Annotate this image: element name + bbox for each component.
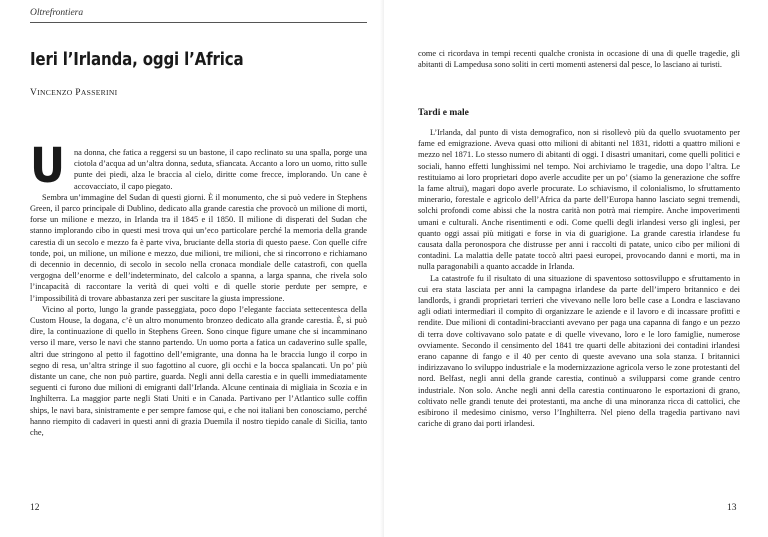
header-rule xyxy=(30,22,367,23)
paragraph: Sembra un’immagine del Sudan di questi giorni. È il monumento, che si può vedere in Stephens Green, il parco principale di Dublino, dedicato alla grande carestia che provocò un milione di morti, forse un milione e mezzo, in Irlanda tra il 1845 e il 1850. Il milione di disperati del Sudan che stanno implorando cibo in questi mesi trova qui un’eco particolare perché la memoria della grande carestia di un secolo e mezzo fa è parte viva, bruciante della storia di questo paese. Con quelle cifre tonde, poi, un milione, un milione e mezzo, due milioni, tre milioni, che si rincorrono e richiamano di decennio in decennio, di secolo in secolo nella cronaca mondiale delle catastrofi, con quella vergogna dell’enorme e dell’indeterminato, del calcolo a spanna, a larga spanna, che rivela solo l’incapacità di raccontare la verità di quei volti e di quelle storie perdute per sempre, e l’impossibilità di trovare abbastanza zeri per suscitare la giusta impressione. xyxy=(30,192,367,303)
author-byline xyxy=(30,88,117,98)
running-head: Oltrefrontiera xyxy=(30,8,84,18)
paragraph: Vicino al porto, lungo la grande passeggiata, poco dopo l’elegante facciata settecentesca della Custom House, la dogana, c’è un altro monumento bronzeo dedicato alla grande carestia. È, si può dire, la continuazione di quello in Stephens Green. Sono cinque figure umane che si incamminano verso il mare, verso le navi che stanno partendo. Un uomo porta a fatica un cadaverino sulle spalle, altri due stringono al petto il fagottino dell’emigrante, una donna ha le braccia lungo il corpo in segno di resa, un’altra stringe il suo fagottino al cuore, gli occhi e la bocca spalancati. Un po’ più distante un cane, che non può partire, guarda. Negli anni della carestia e in quelli immediatamente seguenti ci furono due milioni di emigranti dall’Irlanda. Alcune centinaia di migliaia in Scozia e in Inghilterra. La maggior parte negli Stati Uniti e in Canada. Partivano per l’Atlantico sulle coffin ships, le navi bara, sinistramente e per sempre famose qui, e che noi italiani ben conosciamo, perché hanno riempito di cadaveri in questi anni di grazia Duemila il nostro tiepido canale di Sicilia, tanto che, xyxy=(30,304,367,438)
drop-cap: U xyxy=(30,138,66,194)
author-first-rest: INCENZO xyxy=(37,88,73,97)
page-number-right: 13 xyxy=(727,503,737,513)
author-last-rest: ASSERINI xyxy=(80,88,118,97)
section-heading: Tardi e male xyxy=(418,108,469,118)
author-first-initial: V xyxy=(30,88,38,98)
author-last-initial: P xyxy=(75,88,81,98)
right-continuation-text xyxy=(418,48,740,70)
left-body-text xyxy=(30,138,367,438)
page-number-left: 12 xyxy=(30,503,40,513)
paragraph: La catastrofe fu il risultato di una situazione di spaventoso sottosviluppo e sfruttamento in cui era stata lasciata per anni la campagna irlandese da parte dell’impero britannico e dei landlords, i grandi proprietari terrieri che vivevano nelle loro belle case a Londra e lasciavano agli odiati intermediari il compito di organizzare le aziende e il lavoro e di incassare profitti e rendite. Due milioni di contadini-braccianti avevano per paga una capanna di fango e un pezzo di terra dove coltivavano solo patate e di quelle vivevano, loro e le loro famiglie, numerose ovviamente. Secondo il censimento del 1841 tre quarti delle abitazioni dei contadini irlandesi erano capanne di fango e il 40 per cento di queste avevano una sola stanza. I britannici indirizzavano lo sviluppo industriale e la modernizzazione agricola verso le zone protestanti del nord. Belfast, negli anni della grande carestia, continuò a svilupparsi come grande centro industriale. Non solo. Anche negli anni della carestia continuarono le esportazioni di grano, coltivato nelle grandi tenute dei protestanti, ma anche di una minoranza ricca di cattolici, che esibirono il medesimo cinismo, verso l’Inghilterra. Nel pieno della tragedia partivano navi cariche di grano dai porti irlandesi. xyxy=(418,273,740,429)
paragraph: come ci ricordava in tempi recenti qualche cronista in occasione di una di quelle tragedie, gli abitanti di Lampedusa sono soliti in certi momenti astenersi dal pesce, lo lasciano ai turisti. xyxy=(418,49,740,70)
paragraph xyxy=(30,138,367,194)
paragraph-text: na donna, che fatica a reggersi su un bastone, il capo reclinato su una spalla, porge una ciotola d’acqua ad un’altra donna, seduta, sfiancata. Accanto a loro un uomo, ritto sulle punte dei piedi, alza le braccia al cielo, diritte come frecce, implorando. Un cane è accovacciato, il capo piegato. xyxy=(73,148,367,191)
article-title: Ieri l’Irlanda, oggi l’Africa xyxy=(30,50,244,70)
paragraph: L’Irlanda, dal punto di vista demografico, non si risollevò più da quello svuotamento per fame ed emigrazione. Aveva quasi otto milioni di abitanti nel 1831, ridotti a quattro milioni e mezzo nel 1871. Lo stesso numero di abitanti di oggi. I disastri umanitari, come quelli politici e sociali, hanno effetti lunghissimi nel tempo. Noi archiviamo le tragedie, una dopo l’altra. Le restituiamo ai loro proprietari dopo averle accudite per un po’ (siamo la generazione che soffre la fame altrui), magari dopo averle procurate. Lo schiavismo, il colonialismo, lo sfruttamento minerario, forestale e agricolo dell’Africa da parte dell’Europa hanno lasciato segni tremendi, solchi profondi come abissi che la nostra carità non potrà mai riempire. Anche impoverimenti umani e culturali. Anche risentimenti e odi. Come quelli degli irlandesi verso gli inglesi, per quanto oggi assai più mitigati e forse in via di guarigione. La grande carestia irlandese fu causata dalla peronospora che distrusse per anni i raccolti di patate, unico cibo per milioni di contadini. La malattia delle patate toccò altri paesi europei, provocando danni e morti, ma in nulla paragonabili a quanto accadde in Irlanda. xyxy=(418,128,740,272)
right-body-text xyxy=(418,127,740,429)
